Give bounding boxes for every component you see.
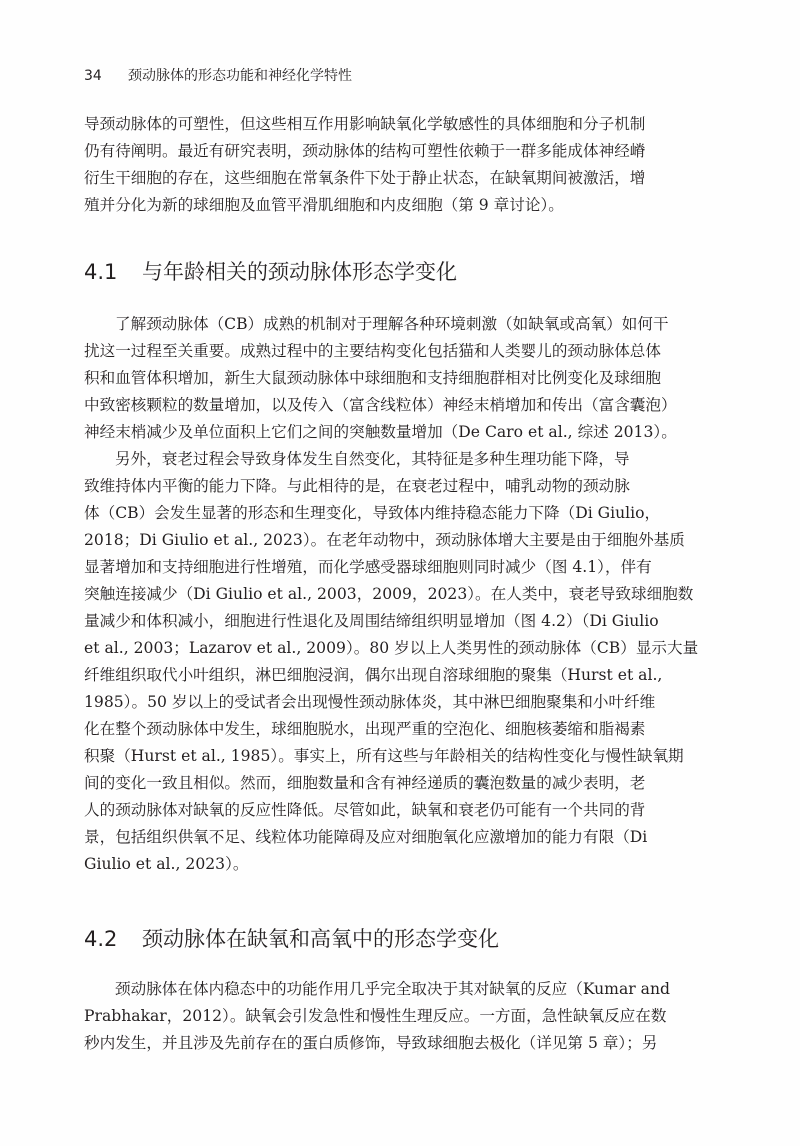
section-heading-4-2 <box>84 923 499 953</box>
text-line: 显著增加和支持细胞进行性增殖，而化学感受器球细胞则同时减少（图 4.1），伴有 <box>84 558 652 576</box>
text-line: 化在整个颈动脉体中发生，球细胞脱水，出现严重的空泡化、细胞核萎缩和脂褐素 <box>84 720 646 738</box>
text-line: 了解颈动脉体（CB）成熟的机制对于理解各种环境刺激（如缺氧或高氧）如何干 <box>115 315 669 333</box>
text-line: 2018；Di Giulio et al., 2023）。在老年动物中，颈动脉体增大主要是由于细胞外基质 <box>84 531 685 549</box>
running-header <box>84 65 352 85</box>
text-line: 人的颈动脉体对缺氧的反应性降低。尽管如此，缺氧和衰老仍可能有一个共同的背 <box>84 801 646 819</box>
section-number: 4.2 <box>84 927 118 951</box>
section-title: 与年龄相关的颈动脉体形态学变化 <box>142 260 457 284</box>
section-number: 4.1 <box>84 260 118 284</box>
text-line: Giulio et al., 2023）。 <box>84 855 249 873</box>
section-4-1-paragraph-1 <box>84 311 716 446</box>
chapter-title: 颈动脉体的形态功能和神经化学特性 <box>128 68 352 84</box>
text-line: Prabhakar，2012）。缺氧会引发急性和慢性生理反应。一方面，急性缺氧反应在数 <box>84 1007 667 1025</box>
text-line: 突触连接减少（Di Giulio et al., 2003，2009，2023）。在人类中，衰老导致球细胞数 <box>84 585 694 603</box>
section-title: 颈动脉体在缺氧和高氧中的形态学变化 <box>142 927 499 951</box>
text-line: 景，包括组织供氧不足、线粒体功能障碍及应对细胞氧化应激增加的能力有限（Di <box>84 828 648 846</box>
text-line: 量减少和体积减小，细胞进行性退化及周围结缔组织明显增加（图 4.2）（Di Giulio <box>84 612 659 630</box>
text-line: 殖并分化为新的球细胞及血管平滑肌细胞和内皮细胞（第 9 章讨论）。 <box>84 196 564 214</box>
text-line: 颈动脉体在体内稳态中的功能作用几乎完全取决于其对缺氧的反应（Kumar and <box>115 980 670 998</box>
text-line: 1985）。50 岁以上的受试者会出现慢性颈动脉体炎，其中淋巴细胞聚集和小叶纤维 <box>84 693 656 711</box>
section-heading-4-1 <box>84 256 457 286</box>
text-line: 仍有待阐明。最近有研究表明，颈动脉体的结构可塑性依赖于一群多能成体神经嵴 <box>84 142 646 160</box>
page-number: 34 <box>84 68 102 84</box>
text-line: 衍生干细胞的存在，这些细胞在常氧条件下处于静止状态，在缺氧期间被激活，增 <box>84 169 646 187</box>
text-line: 扰这一过程至关重要。成熟过程中的主要结构变化包括猫和人类婴儿的颈动脉体总体 <box>84 342 661 360</box>
text-line: 间的变化一致且相似。然而，细胞数量和含有神经递质的囊泡数量的减少表明，老 <box>84 774 646 792</box>
section-4-1-paragraph-2 <box>84 446 716 878</box>
text-line: 中致密核颗粒的数量增加，以及传入（富含线粒体）神经末梢增加和传出（富含囊泡） <box>84 396 677 414</box>
text-line: et al., 2003；Lazarov et al., 2009）。80 岁以上人类男性的颈动脉体（CB）显示大量 <box>84 639 699 657</box>
section-4-2-paragraph-1 <box>84 976 716 1057</box>
text-line: 体（CB）会发生显著的形态和生理变化，导致体内维持稳态能力下降（Di Giulio， <box>84 504 661 522</box>
text-line: 致维持体内平衡的能力下降。与此相待的是，在衰老过程中，哺乳动物的颈动脉 <box>84 477 630 495</box>
text-line: 秒内发生，并且涉及先前存在的蛋白质修饰，导致球细胞去极化（详见第 5 章）；另 <box>84 1034 658 1052</box>
text-line: 积和血管体积增加，新生大鼠颈动脉体中球细胞和支持细胞群相对比例变化及球细胞 <box>84 369 661 387</box>
text-line: 纤维组织取代小叶组织，淋巴细胞浸润，偶尔出现自溶球细胞的聚集（Hurst et al., <box>84 666 663 684</box>
text-line: 导颈动脉体的可塑性，但这些相互作用影响缺氧化学敏感性的具体细胞和分子机制 <box>84 115 646 133</box>
text-line: 另外，衰老过程会导致身体发生自然变化，其特征是多种生理功能下降，导 <box>115 450 630 468</box>
text-line: 神经末梢减少及单位面积上它们之间的突触数量增加（De Caro et al., 综述 2013）。 <box>84 423 677 441</box>
text-line: 积聚（Hurst et al., 1985）。事实上，所有这些与年龄相关的结构性变化与慢性缺氧期 <box>84 747 684 765</box>
intro-paragraph <box>84 111 716 219</box>
